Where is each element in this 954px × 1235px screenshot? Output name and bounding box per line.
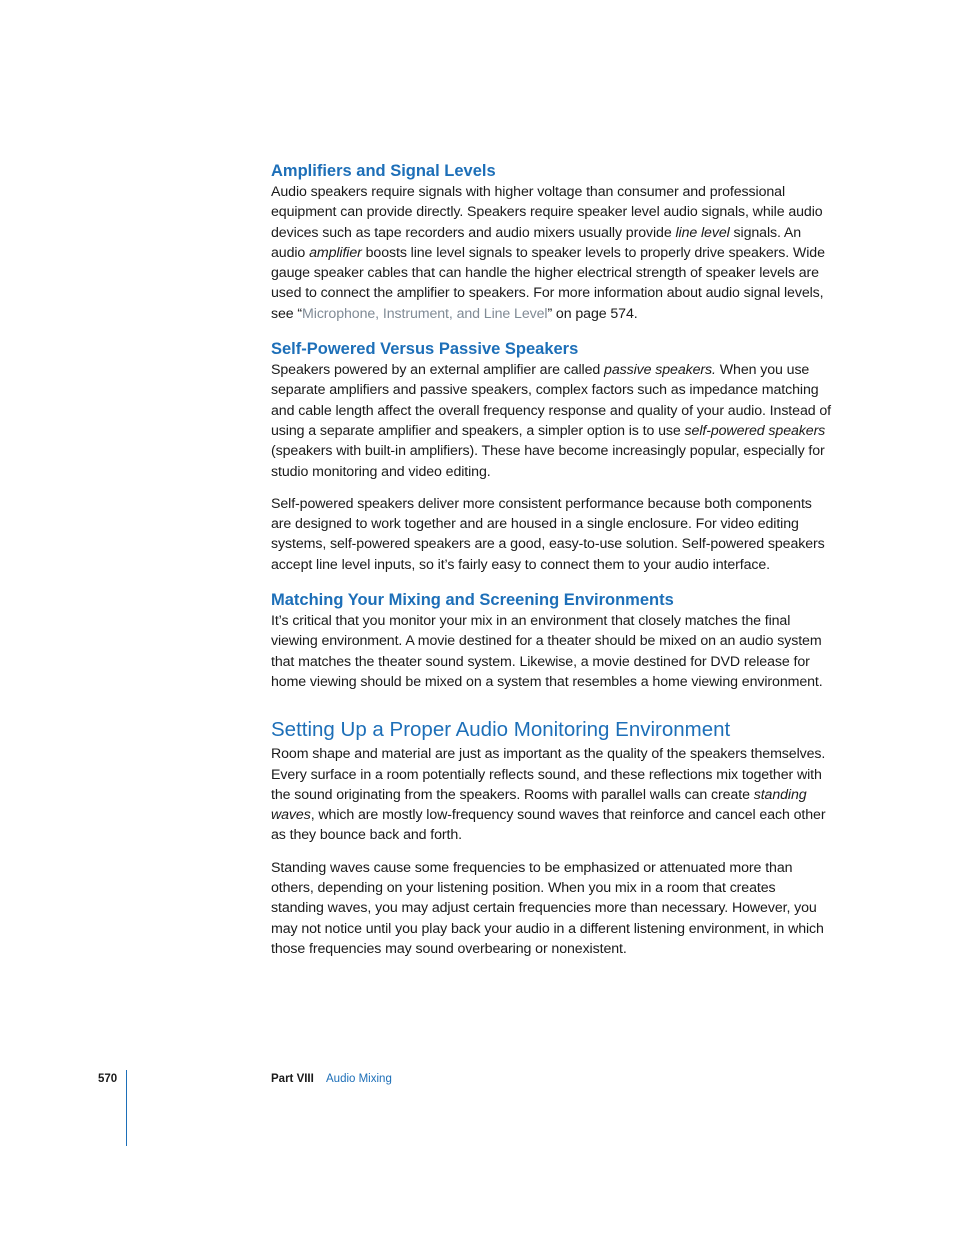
paragraph-self-powered-2: Self-powered speakers deliver more consistent performance because both components are designed to work together and are housed in a single enclosure. For video editing systems, self-powered speakers are a good, easy-to-use solution. Self-powered speakers accept line level inputs, so it’s fairly easy to connect them to your audio interface. — [271, 495, 825, 573]
paragraph-self-powered-1 — [271, 360, 831, 482]
paragraph-setting-up-2: Standing waves cause some frequencies to be emphasized or attenuated more than others, depending on your listening position. When you mix in a room that creates standing waves, you may adjust certain frequencies more than necessary. However, you may not notice until you play back your audio in a different listening environment, in which those frequencies may sound overbearing or nonexistent. — [271, 859, 824, 957]
footer-part-title: Audio Mixing — [326, 1073, 392, 1085]
footer-divider — [126, 1070, 127, 1146]
section-heading-matching: Matching Your Mixing and Screening Environments — [271, 591, 674, 610]
page-number: 570 — [98, 1073, 118, 1085]
text-run: (speakers with built-in amplifiers). These have become increasingly popular, especially for studio monitoring and video editing. — [271, 443, 825, 480]
paragraph-amplifiers — [271, 182, 831, 324]
text-run: boosts line level signals to speaker levels to properly drive speakers. Wide gauge speaker cables that can handle the higher electrical strength of speaker levels are used to connect the amplifier to speakers. For more information about audio signal levels, see “ — [271, 244, 825, 322]
term-passive-speakers: passive speakers. — [604, 362, 716, 379]
term-amplifier: amplifier — [309, 244, 362, 261]
text-run: signals. An audio — [271, 224, 802, 261]
text-run: ” on page 574. — [547, 305, 638, 322]
section-heading-amplifiers: Amplifiers and Signal Levels — [271, 162, 496, 180]
cross-reference-link[interactable]: Microphone, Instrument, and Line Level — [302, 305, 548, 322]
term-self-powered-speakers: self-powered speakers — [684, 422, 826, 439]
text-run: , which are mostly low-frequency sound waves that reinforce and cancel each other as they bounce back and forth. — [271, 807, 826, 844]
text-run: When you use separate amplifiers and passive speakers, complex factors such as impedance matching and cable length affect the overall frequency response and quality of your audio. Instead of using a separate amplifier and speakers, a simpler option is to use — [271, 362, 831, 439]
page-content — [271, 160, 831, 959]
chapter-heading-setting-up: Setting Up a Proper Audio Monitoring Environment — [271, 718, 731, 742]
text-run: Audio speakers require signals with higher voltage than consumer and professional equipment can provide directly. Speakers require speaker level audio signals, while audio devices such as tape recorders and audio mixers usually provide — [271, 184, 823, 241]
term-line-level: line level — [675, 224, 730, 241]
footer-part-label: Part VIII — [271, 1073, 314, 1085]
term-standing-waves: standing waves — [271, 786, 807, 824]
paragraph-setting-up-1 — [271, 744, 831, 845]
text-run: Speakers powered by an external amplifier are called — [271, 362, 605, 379]
paragraph-matching: It’s critical that you monitor your mix in an environment that closely matches the final viewing environment. A movie destined for a theater should be mixed on an audio system that matches the theater sound system. Likewise, a movie destined for DVD release for home viewing should be mixed on a system that resembles a home viewing environment. — [271, 613, 823, 690]
section-heading-self-powered: Self-Powered Versus Passive Speakers — [271, 340, 579, 359]
text-run: Room shape and material are just as important as the quality of the speakers themselves. Every surface in a room potentially reflects sound, and these reflections mix together with the sound originating from the speakers. Rooms with parallel walls can create — [271, 746, 826, 803]
